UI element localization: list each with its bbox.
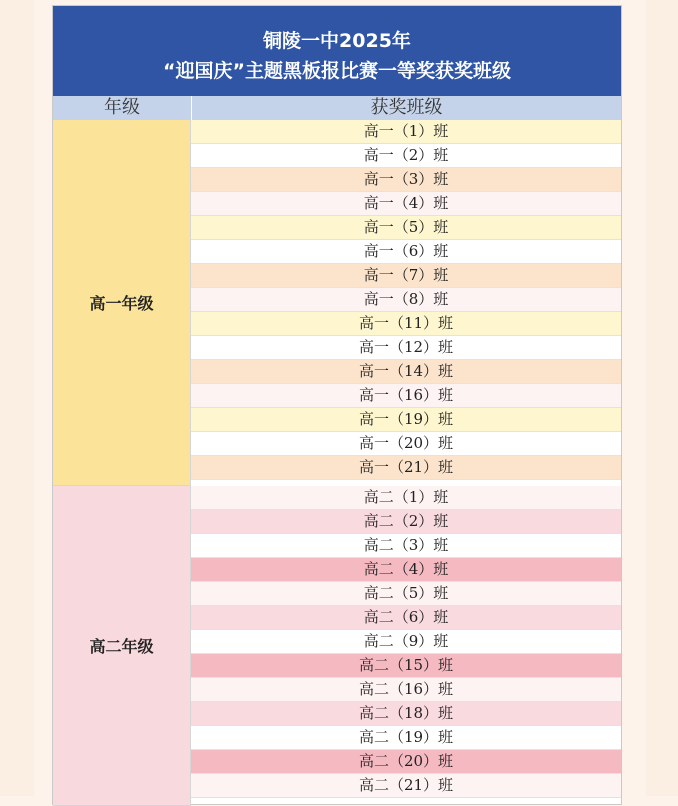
column-header-row: [53, 96, 621, 120]
class-row: 高一（7）班: [191, 264, 621, 288]
class-row: 高二（4）班: [191, 558, 621, 582]
class-row: 高一（21）班: [191, 456, 621, 480]
class-row: 高二（15）班: [191, 654, 621, 678]
class-row: 高二（18）班: [191, 702, 621, 726]
header-grade: 年级: [53, 96, 192, 120]
class-row: 高二（6）班: [191, 606, 621, 630]
class-row: 高一（11）班: [191, 312, 621, 336]
class-row: 高二（20）班: [191, 750, 621, 774]
class-row: 高一（8）班: [191, 288, 621, 312]
class-row: 高一（20）班: [191, 432, 621, 456]
table-title: [53, 6, 621, 96]
title-line-2: “迎国庆”主题黑板报比赛一等奖获奖班级: [163, 60, 511, 82]
grade-cell-senior-two: [53, 486, 191, 806]
class-row: 高二（1）班: [191, 486, 621, 510]
class-row: 高一（4）班: [191, 192, 621, 216]
class-row: 高二（19）班: [191, 726, 621, 750]
class-row: 高一（14）班: [191, 360, 621, 384]
class-row: 高一（19）班: [191, 408, 621, 432]
class-row: 高一（1）班: [191, 120, 621, 144]
class-row: 高一（2）班: [191, 144, 621, 168]
class-row: 高二（5）班: [191, 582, 621, 606]
class-row: 高一（5）班: [191, 216, 621, 240]
title-line-1: 铜陵一中2025年: [263, 30, 411, 52]
class-row: 高二（21）班: [191, 774, 621, 798]
class-row: 高一（3）班: [191, 168, 621, 192]
page-margin-left: [0, 0, 34, 796]
header-classes: 获奖班级: [370, 97, 443, 118]
class-row: 高一（12）班: [191, 336, 621, 360]
class-row: 高一（16）班: [191, 384, 621, 408]
class-row: 高二（16）班: [191, 678, 621, 702]
class-row: 高二（2）班: [191, 510, 621, 534]
class-list-senior-one: [191, 120, 621, 480]
grade-label: 高二年级: [89, 637, 154, 656]
grade-cell-senior-one: [53, 120, 191, 486]
award-table: [52, 5, 622, 805]
page-margin-right: [646, 0, 678, 796]
class-row: 高二（9）班: [191, 630, 621, 654]
grade-label: 高一年级: [89, 294, 154, 313]
class-row: 高二（3）班: [191, 534, 621, 558]
class-row: 高一（6）班: [191, 240, 621, 264]
class-list-senior-two: [191, 486, 621, 798]
